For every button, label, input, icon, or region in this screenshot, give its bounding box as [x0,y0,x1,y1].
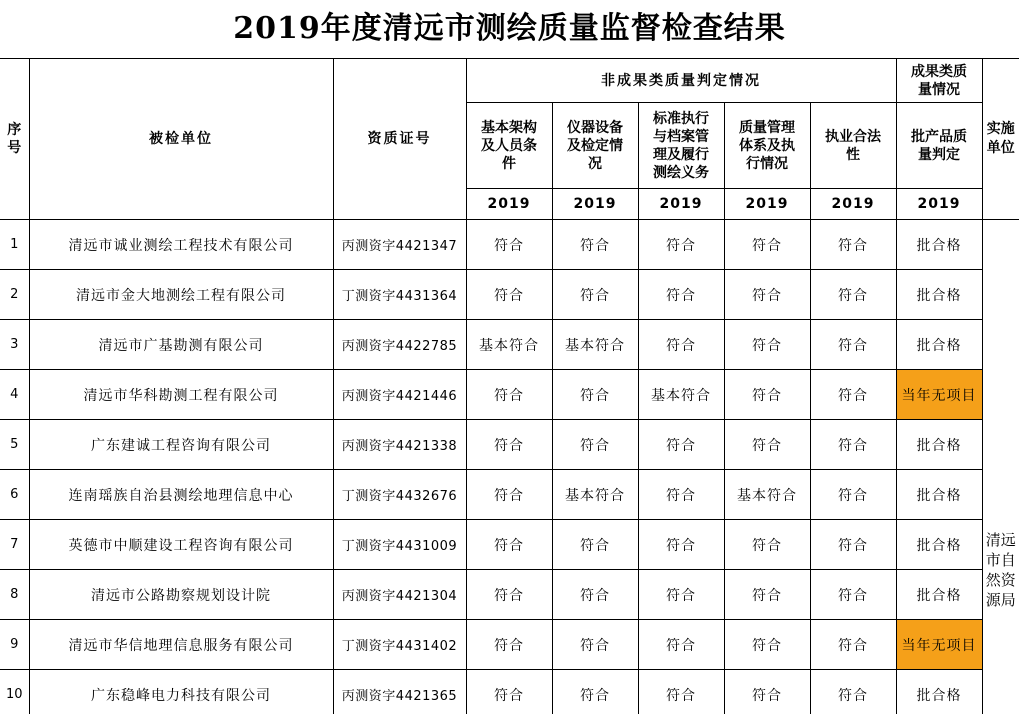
header-result-group: 成果类质量情况 [896,59,982,103]
unit-cell: 清远市金大地测绘工程有限公司 [29,270,333,320]
inspection-results-table [0,58,1019,714]
year-batch: 2019 [896,189,982,220]
batch-cell: 批合格 [896,570,982,620]
header-quality: 质量管理体系及执行情况 [724,103,810,189]
seq-cell: 9 [0,620,29,670]
quality-cell: 符合 [724,620,810,670]
basic-cell: 符合 [466,270,552,320]
unit-cell: 清远市华信地理信息服务有限公司 [29,620,333,670]
instrument-cell: 符合 [552,420,638,470]
seq-cell: 6 [0,470,29,520]
legal-cell: 符合 [810,570,896,620]
batch-cell: 当年无项目 [896,620,982,670]
table-row [0,470,1019,520]
batch-cell: 当年无项目 [896,370,982,420]
unit-cell: 广东稳峰电力科技有限公司 [29,670,333,714]
table-row [0,220,1019,270]
header-unit: 被检单位 [29,59,333,220]
seq-cell: 1 [0,220,29,270]
quality-cell: 基本符合 [724,470,810,520]
unit-cell: 清远市华科勘测工程有限公司 [29,370,333,420]
unit-cell: 英德市中顺建设工程咨询有限公司 [29,520,333,570]
cert-cell: 丁测资字4431364 [333,270,466,320]
instrument-cell: 符合 [552,270,638,320]
instrument-cell: 基本符合 [552,320,638,370]
legal-cell: 符合 [810,370,896,420]
batch-cell: 批合格 [896,320,982,370]
basic-cell: 基本符合 [466,320,552,370]
seq-cell: 3 [0,320,29,370]
standard-cell: 符合 [638,470,724,520]
seq-cell: 2 [0,270,29,320]
legal-cell: 符合 [810,620,896,670]
basic-cell: 符合 [466,520,552,570]
unit-cell: 广东建诚工程咨询有限公司 [29,420,333,470]
table-row [0,370,1019,420]
page-title: 2019年度清远市测绘质量监督检查结果 [233,11,786,46]
cert-cell: 丁测资字4432676 [333,470,466,520]
legal-cell: 符合 [810,220,896,270]
basic-cell: 符合 [466,670,552,714]
instrument-cell: 基本符合 [552,470,638,520]
standard-cell: 符合 [638,570,724,620]
table-row [0,320,1019,370]
seq-cell: 8 [0,570,29,620]
legal-cell: 符合 [810,670,896,714]
header-seq: 序号 [0,59,29,220]
year-quality: 2019 [724,189,810,220]
quality-cell: 符合 [724,420,810,470]
unit-cell: 清远市诚业测绘工程技术有限公司 [29,220,333,270]
quality-cell: 符合 [724,270,810,320]
quality-cell: 符合 [724,220,810,270]
basic-cell: 符合 [466,220,552,270]
quality-cell: 符合 [724,570,810,620]
seq-cell: 7 [0,520,29,570]
standard-cell: 符合 [638,270,724,320]
header-standard: 标准执行与档案管理及履行测绘义务 [638,103,724,189]
batch-cell: 批合格 [896,670,982,714]
cert-cell: 丁测资字4431009 [333,520,466,570]
cert-cell: 丙测资字4422785 [333,320,466,370]
unit-cell: 清远市公路勘察规划设计院 [29,570,333,620]
cert-cell: 丁测资字4431402 [333,620,466,670]
standard-cell: 符合 [638,620,724,670]
year-legal: 2019 [810,189,896,220]
legal-cell: 符合 [810,420,896,470]
unit-cell: 清远市广基勘测有限公司 [29,320,333,370]
basic-cell: 符合 [466,420,552,470]
instrument-cell: 符合 [552,620,638,670]
batch-cell: 批合格 [896,470,982,520]
legal-cell: 符合 [810,270,896,320]
table-row [0,620,1019,670]
standard-cell: 符合 [638,220,724,270]
cert-cell: 丙测资字4421365 [333,670,466,714]
legal-cell: 符合 [810,470,896,520]
standard-cell: 符合 [638,320,724,370]
instrument-cell: 符合 [552,220,638,270]
table-row [0,420,1019,470]
batch-cell: 批合格 [896,420,982,470]
basic-cell: 符合 [466,470,552,520]
cert-cell: 丙测资字4421304 [333,570,466,620]
standard-cell: 符合 [638,420,724,470]
header-impl: 实施单位 [982,59,1019,220]
unit-cell: 连南瑶族自治县测绘地理信息中心 [29,470,333,520]
instrument-cell: 符合 [552,370,638,420]
header-cert: 资质证号 [333,59,466,220]
header-basic: 基本架构及人员条件 [466,103,552,189]
seq-cell: 4 [0,370,29,420]
cert-cell: 丙测资字4421347 [333,220,466,270]
year-basic: 2019 [466,189,552,220]
cert-cell: 丙测资字4421338 [333,420,466,470]
instrument-cell: 符合 [552,520,638,570]
quality-cell: 符合 [724,320,810,370]
table-row [0,570,1019,620]
year-instrument: 2019 [552,189,638,220]
seq-cell: 5 [0,420,29,470]
standard-cell: 符合 [638,520,724,570]
instrument-cell: 符合 [552,570,638,620]
instrument-cell: 符合 [552,670,638,714]
standard-cell: 符合 [638,670,724,714]
legal-cell: 符合 [810,320,896,370]
implementing-unit-cell: 清远市自然资源局 [982,220,1019,714]
year-standard: 2019 [638,189,724,220]
basic-cell: 符合 [466,370,552,420]
table-row [0,520,1019,570]
legal-cell: 符合 [810,520,896,570]
table-row [0,670,1019,714]
table-row [0,270,1019,320]
quality-cell: 符合 [724,520,810,570]
header-row-group [0,59,1019,103]
header-instrument: 仪器设备及检定情况 [552,103,638,189]
quality-cell: 符合 [724,370,810,420]
basic-cell: 符合 [466,620,552,670]
header-legal: 执业合法性 [810,103,896,189]
seq-cell: 10 [0,670,29,714]
standard-cell: 基本符合 [638,370,724,420]
batch-cell: 批合格 [896,520,982,570]
batch-cell: 批合格 [896,270,982,320]
batch-cell: 批合格 [896,220,982,270]
header-non-result-group: 非成果类质量判定情况 [466,59,896,103]
cert-cell: 丙测资字4421446 [333,370,466,420]
quality-cell: 符合 [724,670,810,714]
header-batch: 批产品质量判定 [896,103,982,189]
basic-cell: 符合 [466,570,552,620]
